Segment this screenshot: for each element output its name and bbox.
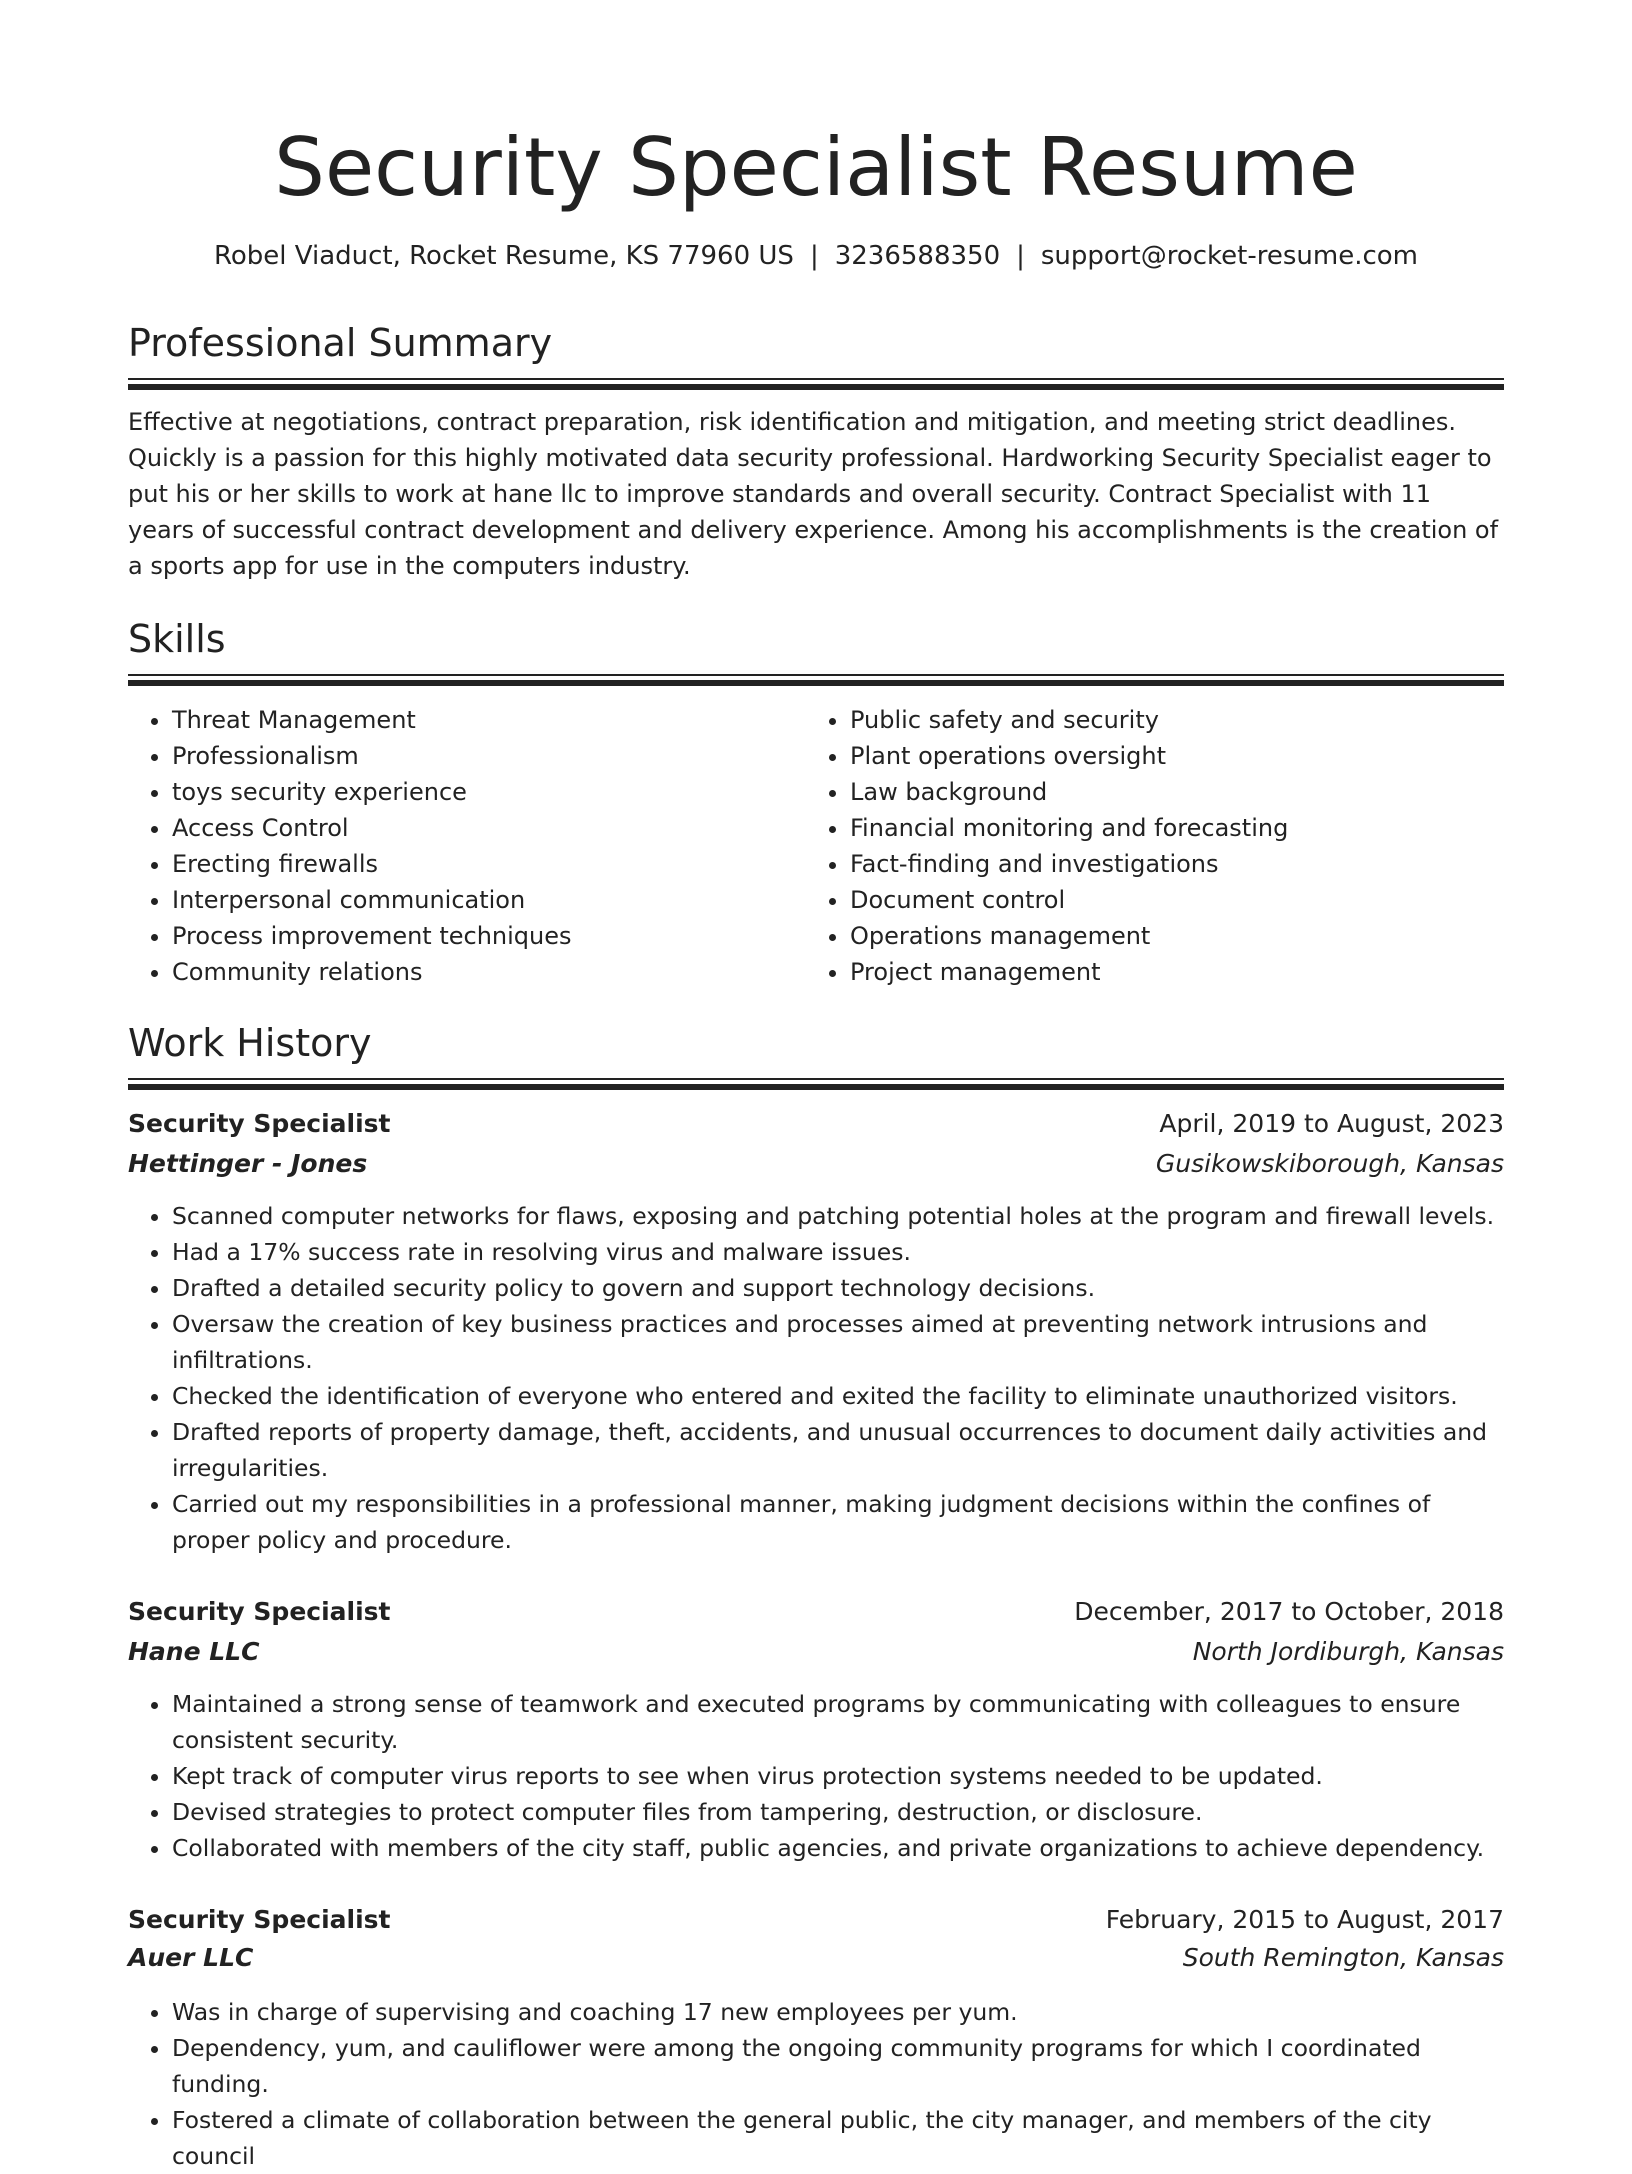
skill-item: • Fact-finding and investigations bbox=[850, 846, 1466, 882]
job-dates: December, 2017 to October, 2018 bbox=[1074, 1597, 1504, 1626]
responsibility-item: • Devised strategies to protect computer files from tampering, destruction, or disclosure. bbox=[172, 1794, 1504, 1830]
section-divider bbox=[128, 1084, 1504, 1090]
job-title: Security Specialist bbox=[128, 1597, 391, 1626]
job-location: Gusikowskiborough, Kansas bbox=[1155, 1149, 1504, 1178]
contact-email: support@rocket-resume.com bbox=[1040, 241, 1418, 271]
skill-item: • toys security experience bbox=[172, 774, 788, 810]
section-heading: Professional Summary bbox=[128, 321, 553, 365]
responsibility-item: • Scanned computer networks for flaws, exposing and patching potential holes at the program and firewall levels. bbox=[172, 1198, 1504, 1234]
skill-item: • Access Control bbox=[172, 810, 788, 846]
responsibilities-list bbox=[128, 1198, 1504, 1558]
section-heading: Skills bbox=[128, 617, 226, 661]
job-responsibilities bbox=[128, 1198, 1504, 1558]
responsibility-item: • Fostered a climate of collaboration between the general public, the city manager, and members of the city council bbox=[172, 2102, 1504, 2174]
work-history-section bbox=[128, 1018, 1504, 2170]
skill-item: • Interpersonal communication bbox=[172, 882, 788, 918]
section-divider bbox=[128, 384, 1504, 390]
skill-item: • Public safety and security bbox=[850, 702, 1466, 738]
responsibility-item: • Maintained a strong sense of teamwork and executed programs by communicating with colleagues to ensure consistent security. bbox=[172, 1686, 1504, 1758]
skills-column-left bbox=[128, 702, 788, 990]
section-divider bbox=[128, 378, 1504, 380]
skills-section bbox=[128, 614, 1504, 994]
skill-item: • Project management bbox=[850, 954, 1466, 990]
skill-item: • Professionalism bbox=[172, 738, 788, 774]
responsibility-item: • Oversaw the creation of key business practices and processes aimed at preventing network intrusions and infiltrations. bbox=[172, 1306, 1504, 1378]
job-company: Auer LLC bbox=[128, 1943, 254, 1972]
job-dates: April, 2019 to August, 2023 bbox=[1159, 1109, 1504, 1138]
skills-column-right bbox=[806, 702, 1466, 990]
job-company: Hettinger - Jones bbox=[128, 1149, 368, 1178]
skills-list bbox=[806, 702, 1466, 990]
contact-address: Robel Viaduct, Rocket Resume, KS 77960 US bbox=[213, 241, 794, 271]
responsibilities-list bbox=[128, 1994, 1504, 2174]
summary-section bbox=[128, 318, 1504, 598]
skill-item: • Erecting firewalls bbox=[172, 846, 788, 882]
contact-separator: | bbox=[1016, 241, 1025, 271]
responsibility-item: • Collaborated with members of the city staff, public agencies, and private organizations to achieve dependency. bbox=[172, 1830, 1504, 1866]
summary-text: Effective at negotiations, contract preparation, risk identification and mitigation, and meeting strict deadlines. Quickly is a passion for this highly motivated data security professional. Hardworking Security Specialist eager to put his or her skills to work at hane llc to improve standards and overall security. Contract Specialist with 11 years of successful contract development and delivery experience. Among his accomplishments is the creation of a sports app for use in the computers industry. bbox=[128, 408, 1499, 580]
skill-item: • Financial monitoring and forecasting bbox=[850, 810, 1466, 846]
job-responsibilities bbox=[128, 1994, 1504, 2174]
responsibility-item: • Had a 17% success rate in resolving virus and malware issues. bbox=[172, 1234, 1504, 1270]
skills-list bbox=[128, 702, 788, 990]
skill-item: • Process improvement techniques bbox=[172, 918, 788, 954]
job-title: Security Specialist bbox=[128, 1905, 391, 1934]
contact-phone: 3236588350 bbox=[834, 241, 1001, 271]
job-responsibilities bbox=[128, 1686, 1504, 1866]
skill-item: • Law background bbox=[850, 774, 1466, 810]
responsibility-item: • Drafted reports of property damage, theft, accidents, and unusual occurrences to document daily activities and irregularities. bbox=[172, 1414, 1504, 1486]
responsibilities-list bbox=[128, 1686, 1504, 1866]
job-location: North Jordiburgh, Kansas bbox=[1192, 1637, 1504, 1666]
skill-item: • Community relations bbox=[172, 954, 788, 990]
resume-title: Security Specialist Resume bbox=[274, 121, 1358, 214]
section-divider bbox=[128, 1078, 1504, 1080]
contact-line bbox=[0, 238, 1632, 274]
skill-item: • Plant operations oversight bbox=[850, 738, 1466, 774]
job-dates: February, 2015 to August, 2017 bbox=[1105, 1905, 1504, 1934]
job-location: South Remington, Kansas bbox=[1182, 1943, 1504, 1972]
section-heading: Work History bbox=[128, 1021, 372, 1065]
responsibility-item: • Drafted a detailed security policy to govern and support technology decisions. bbox=[172, 1270, 1504, 1306]
skill-item: • Document control bbox=[850, 882, 1466, 918]
responsibility-item: • Carried out my responsibilities in a professional manner, making judgment decisions within the confines of proper policy and procedure. bbox=[172, 1486, 1504, 1558]
skill-item: • Operations management bbox=[850, 918, 1466, 954]
responsibility-item: • Was in charge of supervising and coaching 17 new employees per yum. bbox=[172, 1994, 1504, 2030]
contact-separator: | bbox=[809, 241, 819, 271]
responsibility-item: • Checked the identification of everyone who entered and exited the facility to eliminate unauthorized visitors. bbox=[172, 1378, 1504, 1414]
section-divider bbox=[128, 680, 1504, 686]
job-title: Security Specialist bbox=[128, 1109, 391, 1138]
section-divider bbox=[128, 674, 1504, 676]
responsibility-item: • Dependency, yum, and cauliflower were among the ongoing community programs for which I coordinated funding. bbox=[172, 2030, 1504, 2102]
responsibility-item: • Kept track of computer virus reports to see when virus protection systems needed to be updated. bbox=[172, 1758, 1504, 1794]
skill-item: • Threat Management bbox=[172, 702, 788, 738]
job-company: Hane LLC bbox=[128, 1637, 260, 1666]
